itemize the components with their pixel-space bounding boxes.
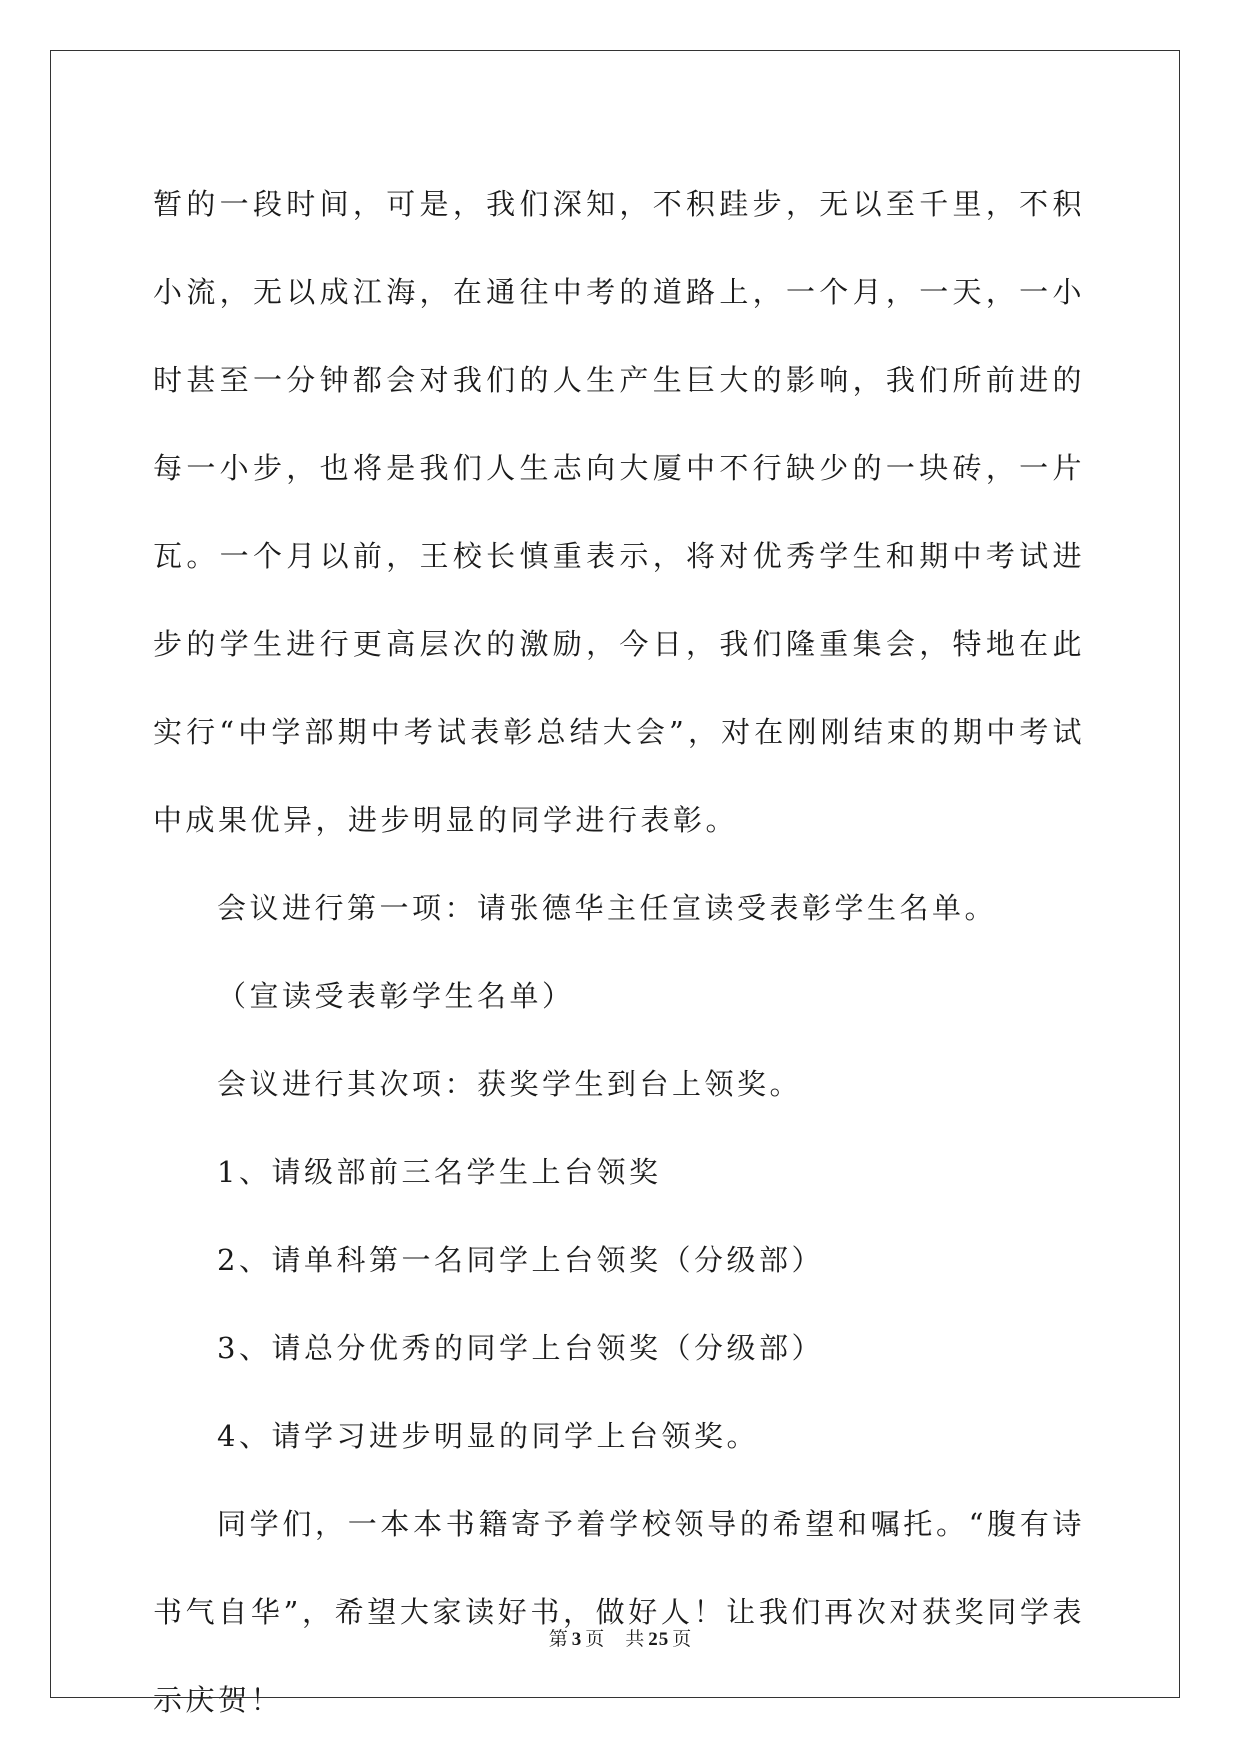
list-item-award-3: 3、请总分优秀的同学上台领奖（分级部） (217, 1331, 824, 1365)
total-suffix: 页 (672, 1628, 693, 1650)
list-item-award-2: 2、请单科第一名同学上台领奖（分级部） (217, 1243, 824, 1277)
total-pages: 25 (648, 1629, 670, 1650)
paragraph-continued: 暂的一段时间，可是，我们深知，不积跬步，无以至千里，不积小流，无以成江海，在通往中考的道路上，一个月，一天，一小时甚至一分钟都会对我们的人生产生巨大的影响，我们所前进的每一小步，也将是我们人生志向大厦中不行缺少的一块砖，一片瓦。一个月以前，王校长慎重表示，将对优秀学生和期中考试进步的学生进行更高层次的激励，今日，我们隆重集会，特地在此实行“中学部期中考试表彰总结大会”，对在刚刚结束的期中考试中成果优异，进步明显的同学进行表彰。 (153, 187, 1085, 837)
total-prefix: 共 (625, 1628, 646, 1650)
list-item-award-4: 4、请学习进步明显的同学上台领奖。 (217, 1419, 759, 1453)
page-prefix: 第 (548, 1628, 569, 1650)
paragraph-closing: 同学们，一本本书籍寄予着学校领导的希望和嘱托。“腹有诗书气自华”，希望大家读好书，做好人！让我们再次对获奖同学表示庆贺！ (153, 1507, 1085, 1717)
page-suffix: 页 (585, 1628, 606, 1650)
document-body (153, 160, 1085, 1744)
page-number: 3 (571, 1629, 583, 1650)
list-item-award-1: 1、请级部前三名学生上台领奖 (217, 1155, 662, 1189)
paragraph-reading-list: （宣读受表彰学生名单） (217, 979, 575, 1013)
page-footer (0, 1624, 1241, 1651)
paragraph-agenda-item-2: 会议进行其次项：获奖学生到台上领奖。 (217, 1067, 803, 1101)
paragraph-agenda-item-1: 会议进行第一项：请张德华主任宣读受表彰学生名单。 (217, 891, 998, 925)
